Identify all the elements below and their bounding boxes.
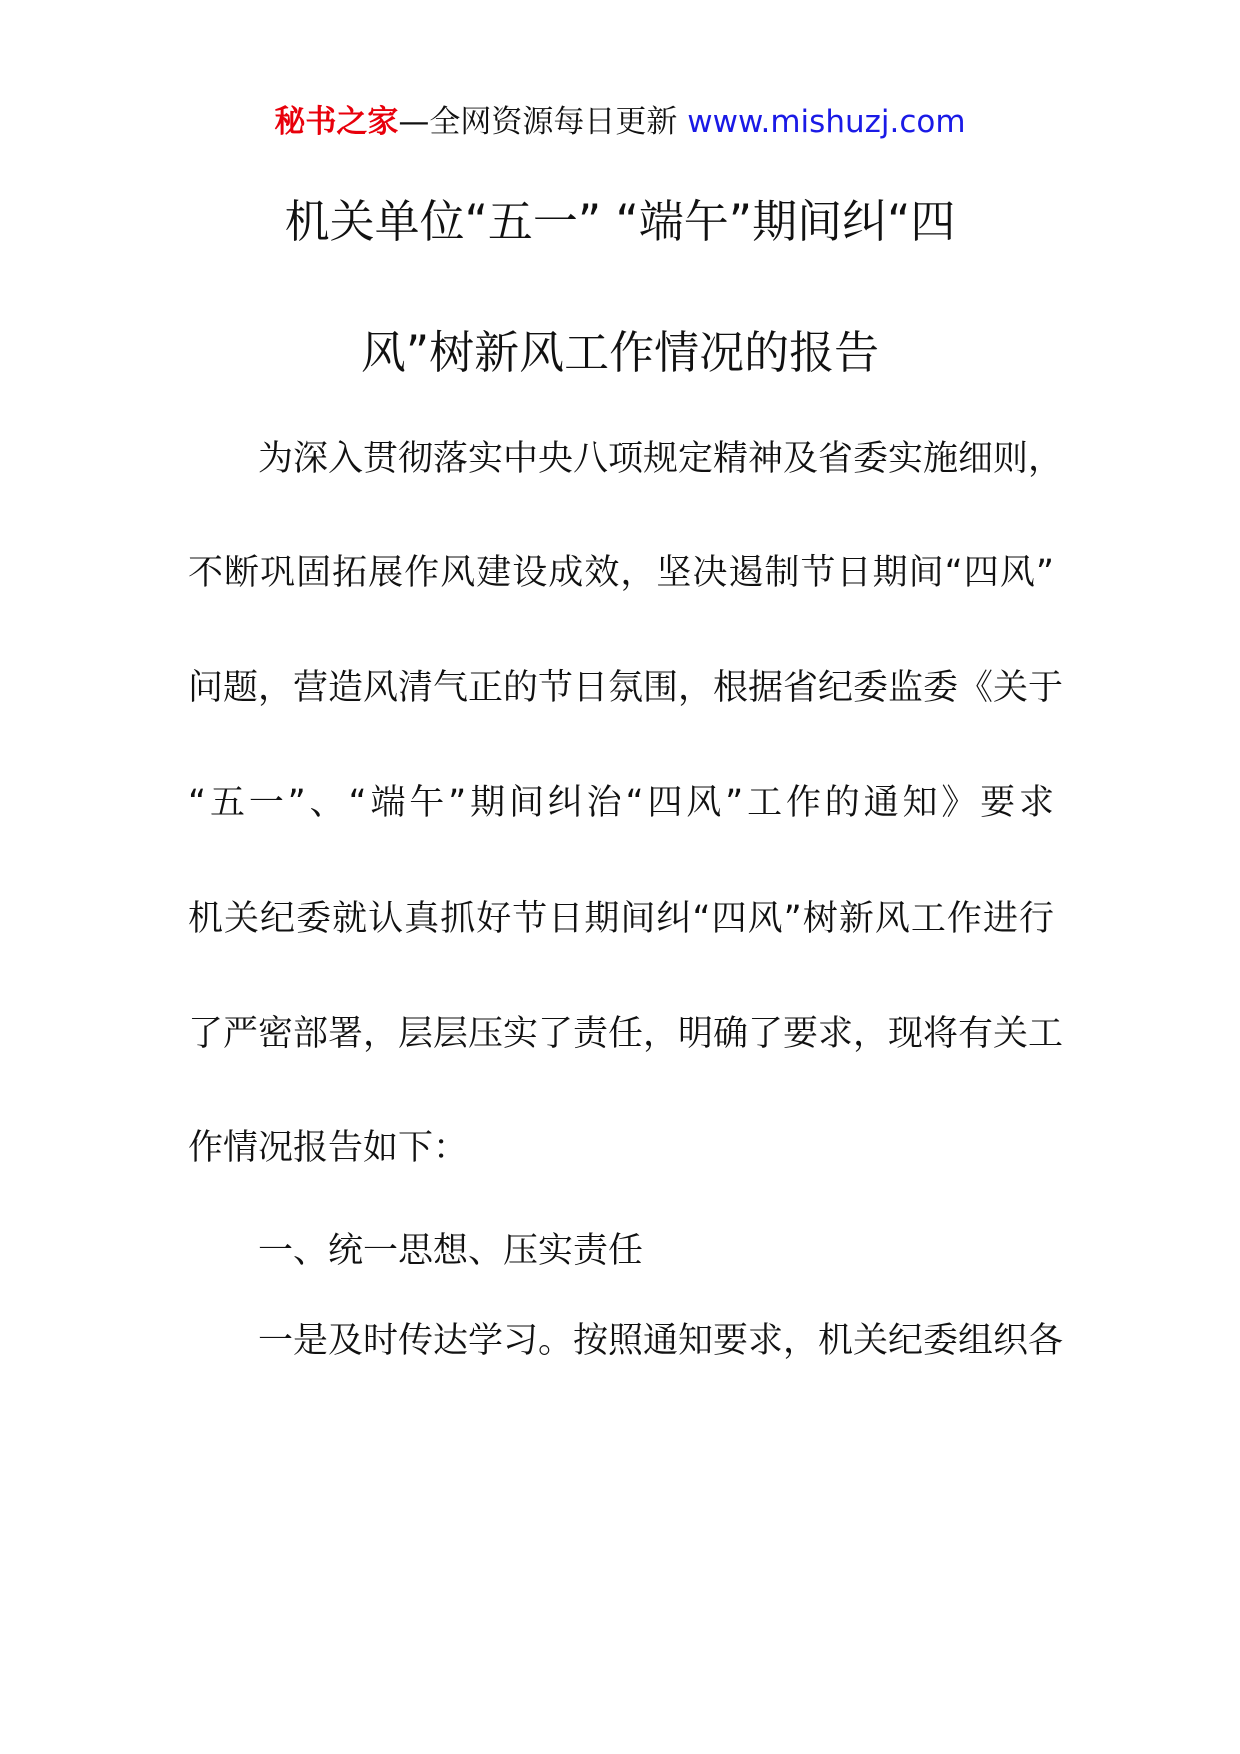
paragraph-line: 机关纪委就认真抓好节日期间纠“四风”树新风工作进行 bbox=[188, 899, 1054, 939]
paragraph-line: 不断巩固拓展作风建设成效，坚决遏制节日期间“四风” bbox=[188, 553, 1054, 593]
site-url-link[interactable]: www.mishuzj.com bbox=[687, 104, 966, 140]
header-tagline: —全网资源每日更新 bbox=[398, 104, 688, 140]
paragraph-line: 作情况报告如下： bbox=[188, 1128, 469, 1168]
paragraph-line: “五一”、“端午”期间纠治“四风”工作的通知》要求 bbox=[188, 783, 1054, 823]
document-title-line-1: 机关单位“五一” “端午”期间纠“四 bbox=[284, 195, 956, 248]
document-title-line-2: 风”树新风工作情况的报告 bbox=[360, 326, 880, 379]
brand-name: 秘书之家 bbox=[274, 104, 399, 140]
paragraph-line: 问题，营造风清气正的节日氛围，根据省纪委监委《关于 bbox=[188, 668, 1064, 708]
paragraph-line: 为深入贯彻落实中央八项规定精神及省委实施细则， bbox=[258, 439, 1064, 479]
paragraph-line: 了严密部署，层层压实了责任，明确了要求，现将有关工 bbox=[188, 1014, 1064, 1054]
section-heading: 一、统一思想、压实责任 bbox=[258, 1231, 644, 1271]
site-header bbox=[0, 100, 1240, 144]
paragraph-line: 一是及时传达学习。按照通知要求，机关纪委组织各 bbox=[258, 1321, 1064, 1361]
